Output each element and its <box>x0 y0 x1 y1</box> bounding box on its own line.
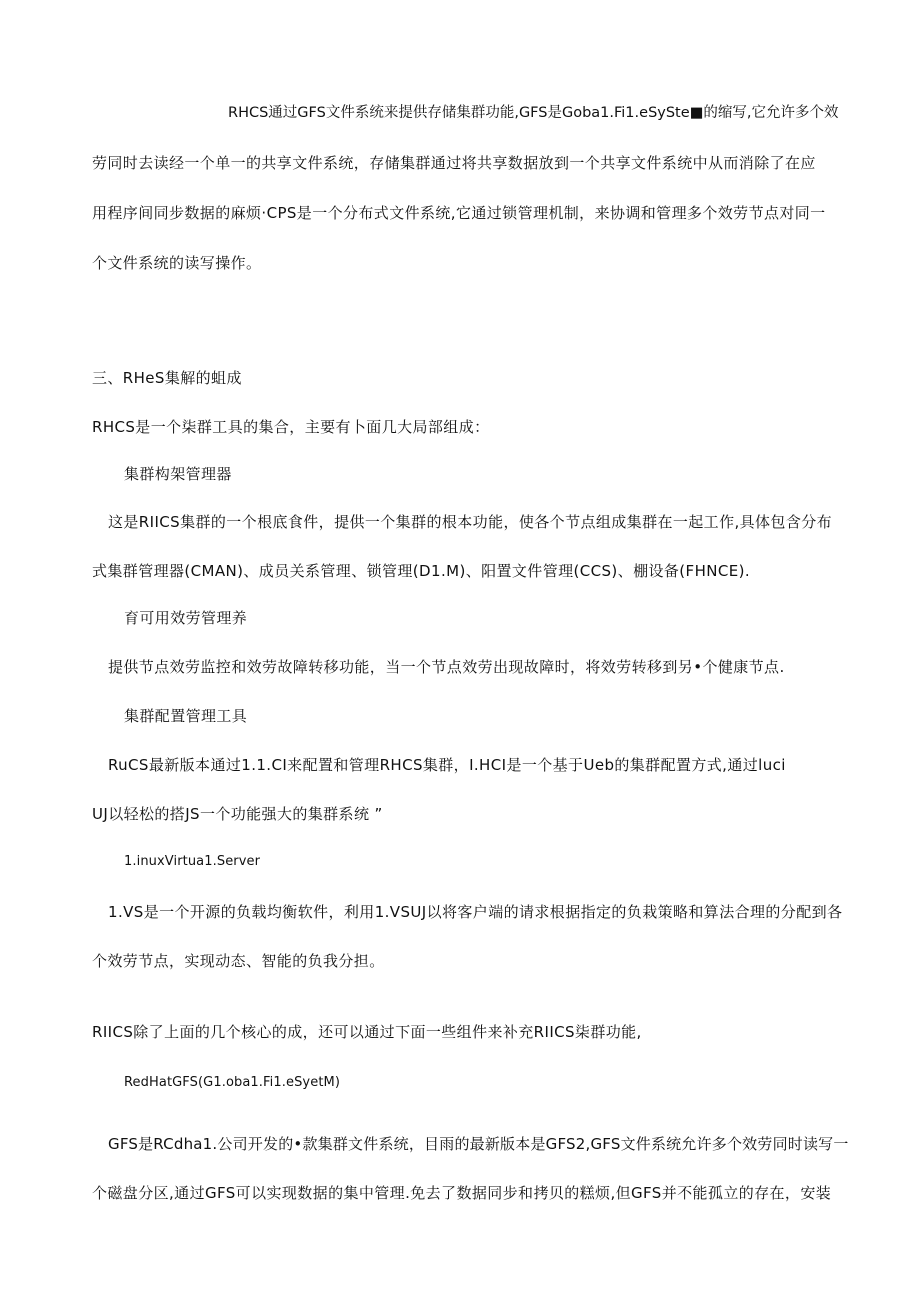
component-line: 提供节点效劳监控和效劳故障转移功能，当一个节点效劳出现故障时，将效劳转移到另•个健康节点. <box>108 658 785 676</box>
component-title: 集群构架管理器 <box>124 465 232 483</box>
paragraph-line: RHCS通过GFS文件系统来提供存储集群功能,GFS是Goba1.Fi1.eSySte■的缩写,它允许多个效 <box>228 105 839 121</box>
component-line: 个效劳节点，实现动态、智能的负我分担。 <box>92 952 385 970</box>
component-line: 这是RIICS集群的一个根底食件，提供一个集群的根本功能，使各个节点组成集群在一起工作,具体包含分布 <box>108 513 833 531</box>
component-line: 1.VS是一个开源的负载均衡软件，利用1.VSUJ以将客户端的请求根据指定的负栽策略和算法合理的分配到各 <box>108 903 843 921</box>
paragraph-line: 劳同时去读经一个单一的共享文件系统，存储集群通过将共享数据放到一个共享文件系统中从而消除了在应 <box>92 154 816 172</box>
component-line: 式集群管理器(CMAN)、成员关系管理、锁管理(D1.M)、阳置文件管理(CCS)、棚设备(FHNCE). <box>92 562 751 580</box>
component-line: UJ以轻松的搭JS一个功能强大的集群系统 ” <box>92 805 383 823</box>
component-title: 育可用效劳管理养 <box>124 609 248 627</box>
supplement-line: RIICS除了上面的几个核心的成，还可以通过下面一些组件来补充RIICS柒群功能, <box>92 1023 642 1041</box>
paragraph-line: 个文件系统的读写操作。 <box>92 254 262 272</box>
gfs-title: RedHatGFS(G1.oba1.Fi1.eSyetM) <box>124 1075 341 1090</box>
section-heading: 三、RHeS集解的蛆成 <box>92 369 242 387</box>
intro-line: RHCS是一个柒群工具的集合，主要有卜面几大局部组成： <box>92 418 490 436</box>
component-title: 1.inuxVirtua1.Server <box>124 854 261 869</box>
gfs-line: GFS是RCdha1.公司开发的•款集群文件系统，目雨的最新版本是GFS2,GFS文件系统允许多个效劳同时读写一 <box>108 1135 849 1153</box>
paragraph-line: 用程序间同步数据的麻烦·CPS是一个分布式文件系统,它通过锁管理机制，来协调和管理多个效劳节点对同一 <box>92 204 826 222</box>
component-title: 集群配置管理工具 <box>124 707 248 725</box>
component-line: RuCS最新版本通过1.1.CI来配置和管理RHCS集群，I.HCI是一个基于Ueb的集群配置方式,通过luci <box>108 756 786 774</box>
gfs-line: 个磁盘分区,通过GFS可以实现数据的集中管理.免去了数据同步和拷贝的糕烦,但GFS并不能孤立的存在，安装 <box>92 1184 832 1202</box>
